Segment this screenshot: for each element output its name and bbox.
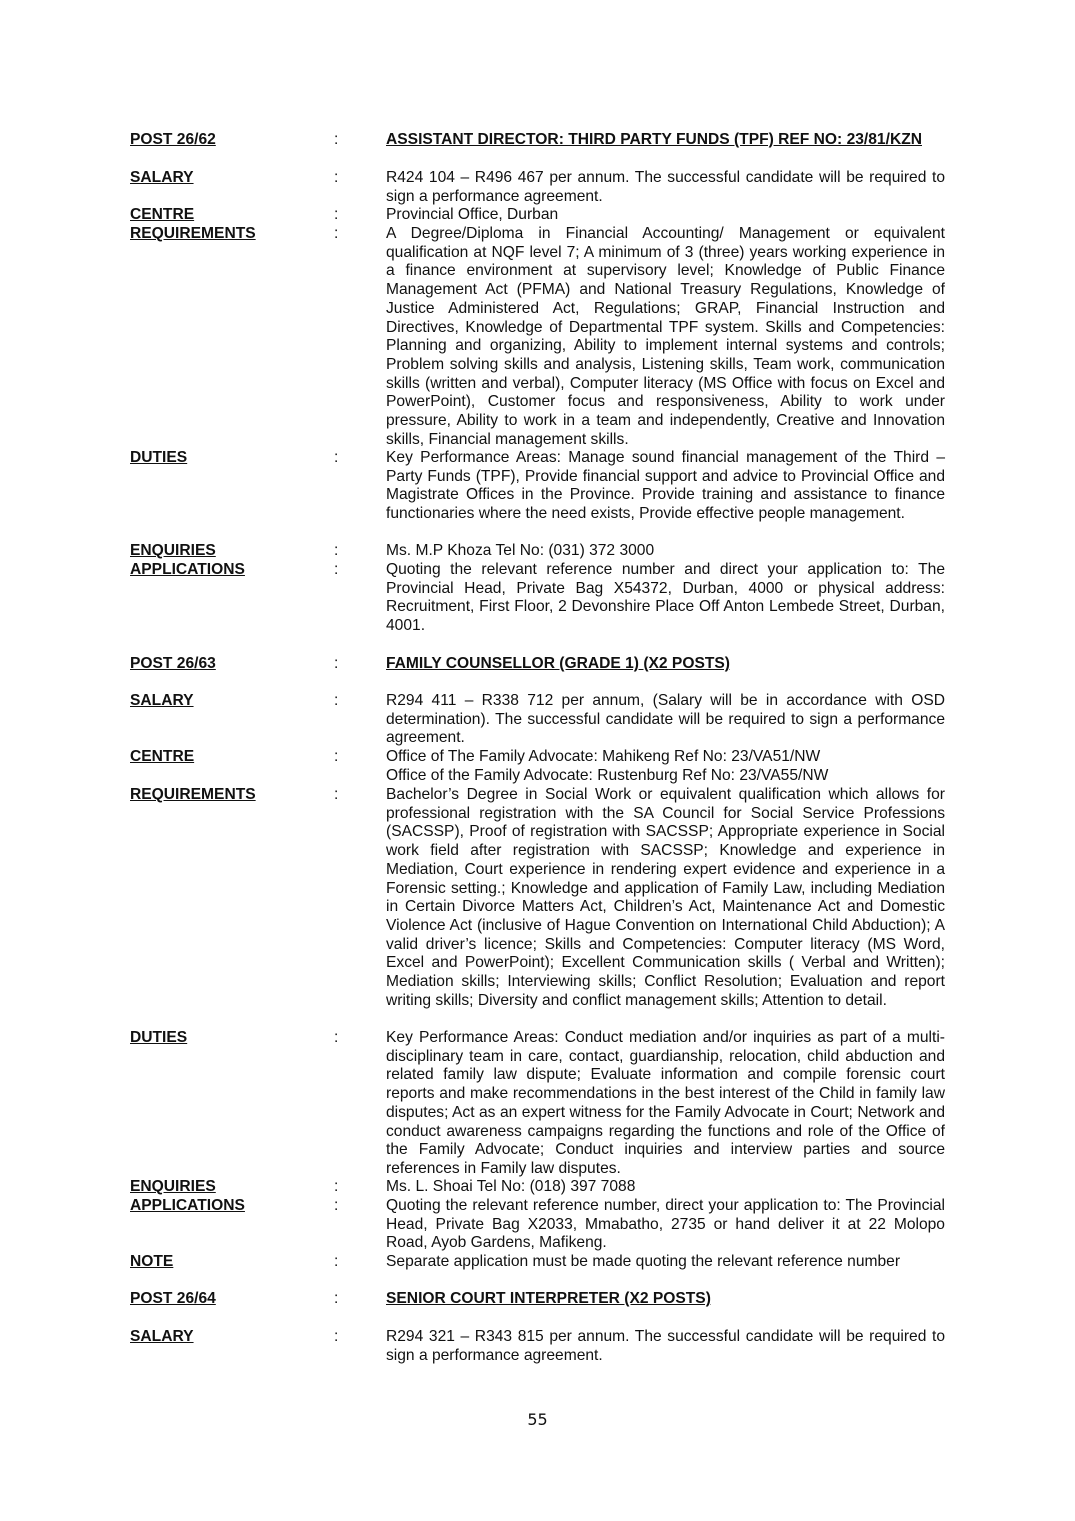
centre-line: Office of the Family Advocate: Rustenburg Ref No: 23/VA55/NW [386,766,829,784]
post-title: ASSISTANT DIRECTOR: THIRD PARTY FUNDS (TPF) REF NO: 23/81/KZN [386,131,922,148]
colon: : [334,748,339,765]
post-label: POST 26/63 [130,655,216,672]
centre-value [386,748,945,785]
centre-label: CENTRE [130,748,195,765]
applications-label: APPLICATIONS [130,1197,245,1214]
colon: : [334,169,339,186]
enquiries-value: Ms. L. Shoai Tel No: (018) 397 7088 [386,1178,636,1195]
applications-label: APPLICATIONS [130,561,245,578]
enquiries-value: Ms. M.P Khoza Tel No: (031) 372 3000 [386,542,655,559]
note-value: Separate application must be made quoting the relevant reference number [386,1253,901,1270]
colon: : [334,1328,339,1345]
colon: : [334,225,339,242]
duties-label: DUTIES [130,1029,188,1046]
colon: : [334,1290,339,1307]
colon: : [334,561,339,578]
centre-label: CENTRE [130,206,195,223]
salary-value: R294 411 – R338 712 per annum, (Salary will be in accordance with OSD determination). The successful candidate will be required to sign a performance agreement. [386,692,945,747]
post-title: FAMILY COUNSELLOR (GRADE 1) (X2 POSTS) [386,655,730,672]
requirements-value: A Degree/Diploma in Financial Accounting/ Management or equivalent qualification at NQF level 7; A minimum of 3 (three) years working experience in a finance environment at supervisory level; Knowledge of Public Finance Management Act (PFMA) and National Treasury Regulations, Knowledge of Justice Administered Act, Regulations; GRAP, Financial Instruction and Directives, Knowledge of Departmental TPF system. Skills and Competencies: Planning and organizing, Ability to implement internal systems and controls; Problem solving skills and analysis, Listening skills, Team work, communication skills (written and verbal), Computer literacy (MS Office with focus on Excel and PowerPoint), Customer focus and responsiveness, Ability to work under pressure, Ability to work in a team and independently, Creative and Innovation skills, Financial management skills. [386,225,945,448]
salary-label: SALARY [130,1328,194,1345]
duties-value: Key Performance Areas: Conduct mediation and/or inquiries as part of a multi-disciplinary team in care, contact, guardianship, relocation, child abduction and related family law dispute; Evaluate information and compile forensic court reports and make recommendations in the best interest of the Child in family law disputes; Act as an expert witness for the Family Advocate in Court; Network and conduct awareness campaigns regarding the functions and role of the Office of the Family Advocate; Conduct inquiries and interview parties and source references in Family law disputes. [386,1029,945,1177]
colon: : [334,1253,339,1270]
centre-line: Office of The Family Advocate: Mahikeng Ref No: 23/VA51/NW [386,748,821,765]
colon: : [334,786,339,803]
note-label: NOTE [130,1253,174,1270]
colon: : [334,1178,339,1195]
duties-label: DUTIES [130,449,188,466]
colon: : [334,692,339,709]
post-label: POST 26/62 [130,131,216,148]
colon: : [334,449,339,466]
colon: : [334,1197,339,1214]
post-title: SENIOR COURT INTERPRETER (X2 POSTS) [386,1290,711,1307]
colon: : [334,206,339,223]
salary-label: SALARY [130,169,194,186]
colon: : [334,1029,339,1046]
post-label: POST 26/64 [130,1290,216,1307]
salary-value: R424 104 – R496 467 per annum. The successful candidate will be required to sign a performance agreement. [386,169,945,205]
salary-value: R294 321 – R343 815 per annum. The successful candidate will be required to sign a performance agreement. [386,1328,945,1364]
enquiries-label: ENQUIRIES [130,542,216,559]
enquiries-label: ENQUIRIES [130,1178,216,1195]
applications-value: Quoting the relevant reference number and direct your application to: The Provincial Head, Private Bag X54372, Durban, 4000 or physical address: Recruitment, First Floor, 2 Devonshire Place Off Anton Lembede Street, Durban, 4001. [386,561,945,635]
applications-value: Quoting the relevant reference number, direct your application to: The Provincial Head, Private Bag X2033, Mmabatho, 2735 or hand deliver it at 22 Molopo Road, Ayob Gardens, Mafikeng. [386,1197,945,1252]
colon: : [334,542,339,559]
colon: : [334,655,339,672]
centre-value: Provincial Office, Durban [386,206,559,223]
requirements-label: REQUIREMENTS [130,786,256,803]
requirements-value: Bachelor’s Degree in Social Work or equivalent qualification which allows for professional registration with the SA Council for Social Service Professions (SACSSP), Proof of registration with SACSSP; Appropriate experience in Social work field after registration with SACSSP; Knowledge and experience in Mediation, Court experience in rendering expert evidence and experience in a Forensic setting.; Knowledge and application of Family Law, including Mediation in Certain Divorce Matters Act, Children’s Act, Maintenance Act and Domestic Violence Act (inclusive of Hague Convention on International Child Abduction); A valid driver’s licence; Skills and Competencies: Computer literacy (MS Word, Excel and PowerPoint); Excellent Communication skills ( Verbal and Written); Mediation skills; Interviewing skills; Conflict Resolution; Evaluation and report writing skills; Diversity and conflict management skills; Attention to detail. [386,786,945,1009]
page-number: 55 [527,1410,548,1429]
requirements-label: REQUIREMENTS [130,225,256,242]
colon: : [334,131,339,148]
duties-value: Key Performance Areas: Manage sound financial management of the Third – Party Funds (TPF), Provide financial support and advice to Provincial Office and Magistrate Offices in the Province. Provide training and assistance to finance functionaries where the need exists, Provide effective people management. [386,449,945,523]
salary-label: SALARY [130,692,194,709]
